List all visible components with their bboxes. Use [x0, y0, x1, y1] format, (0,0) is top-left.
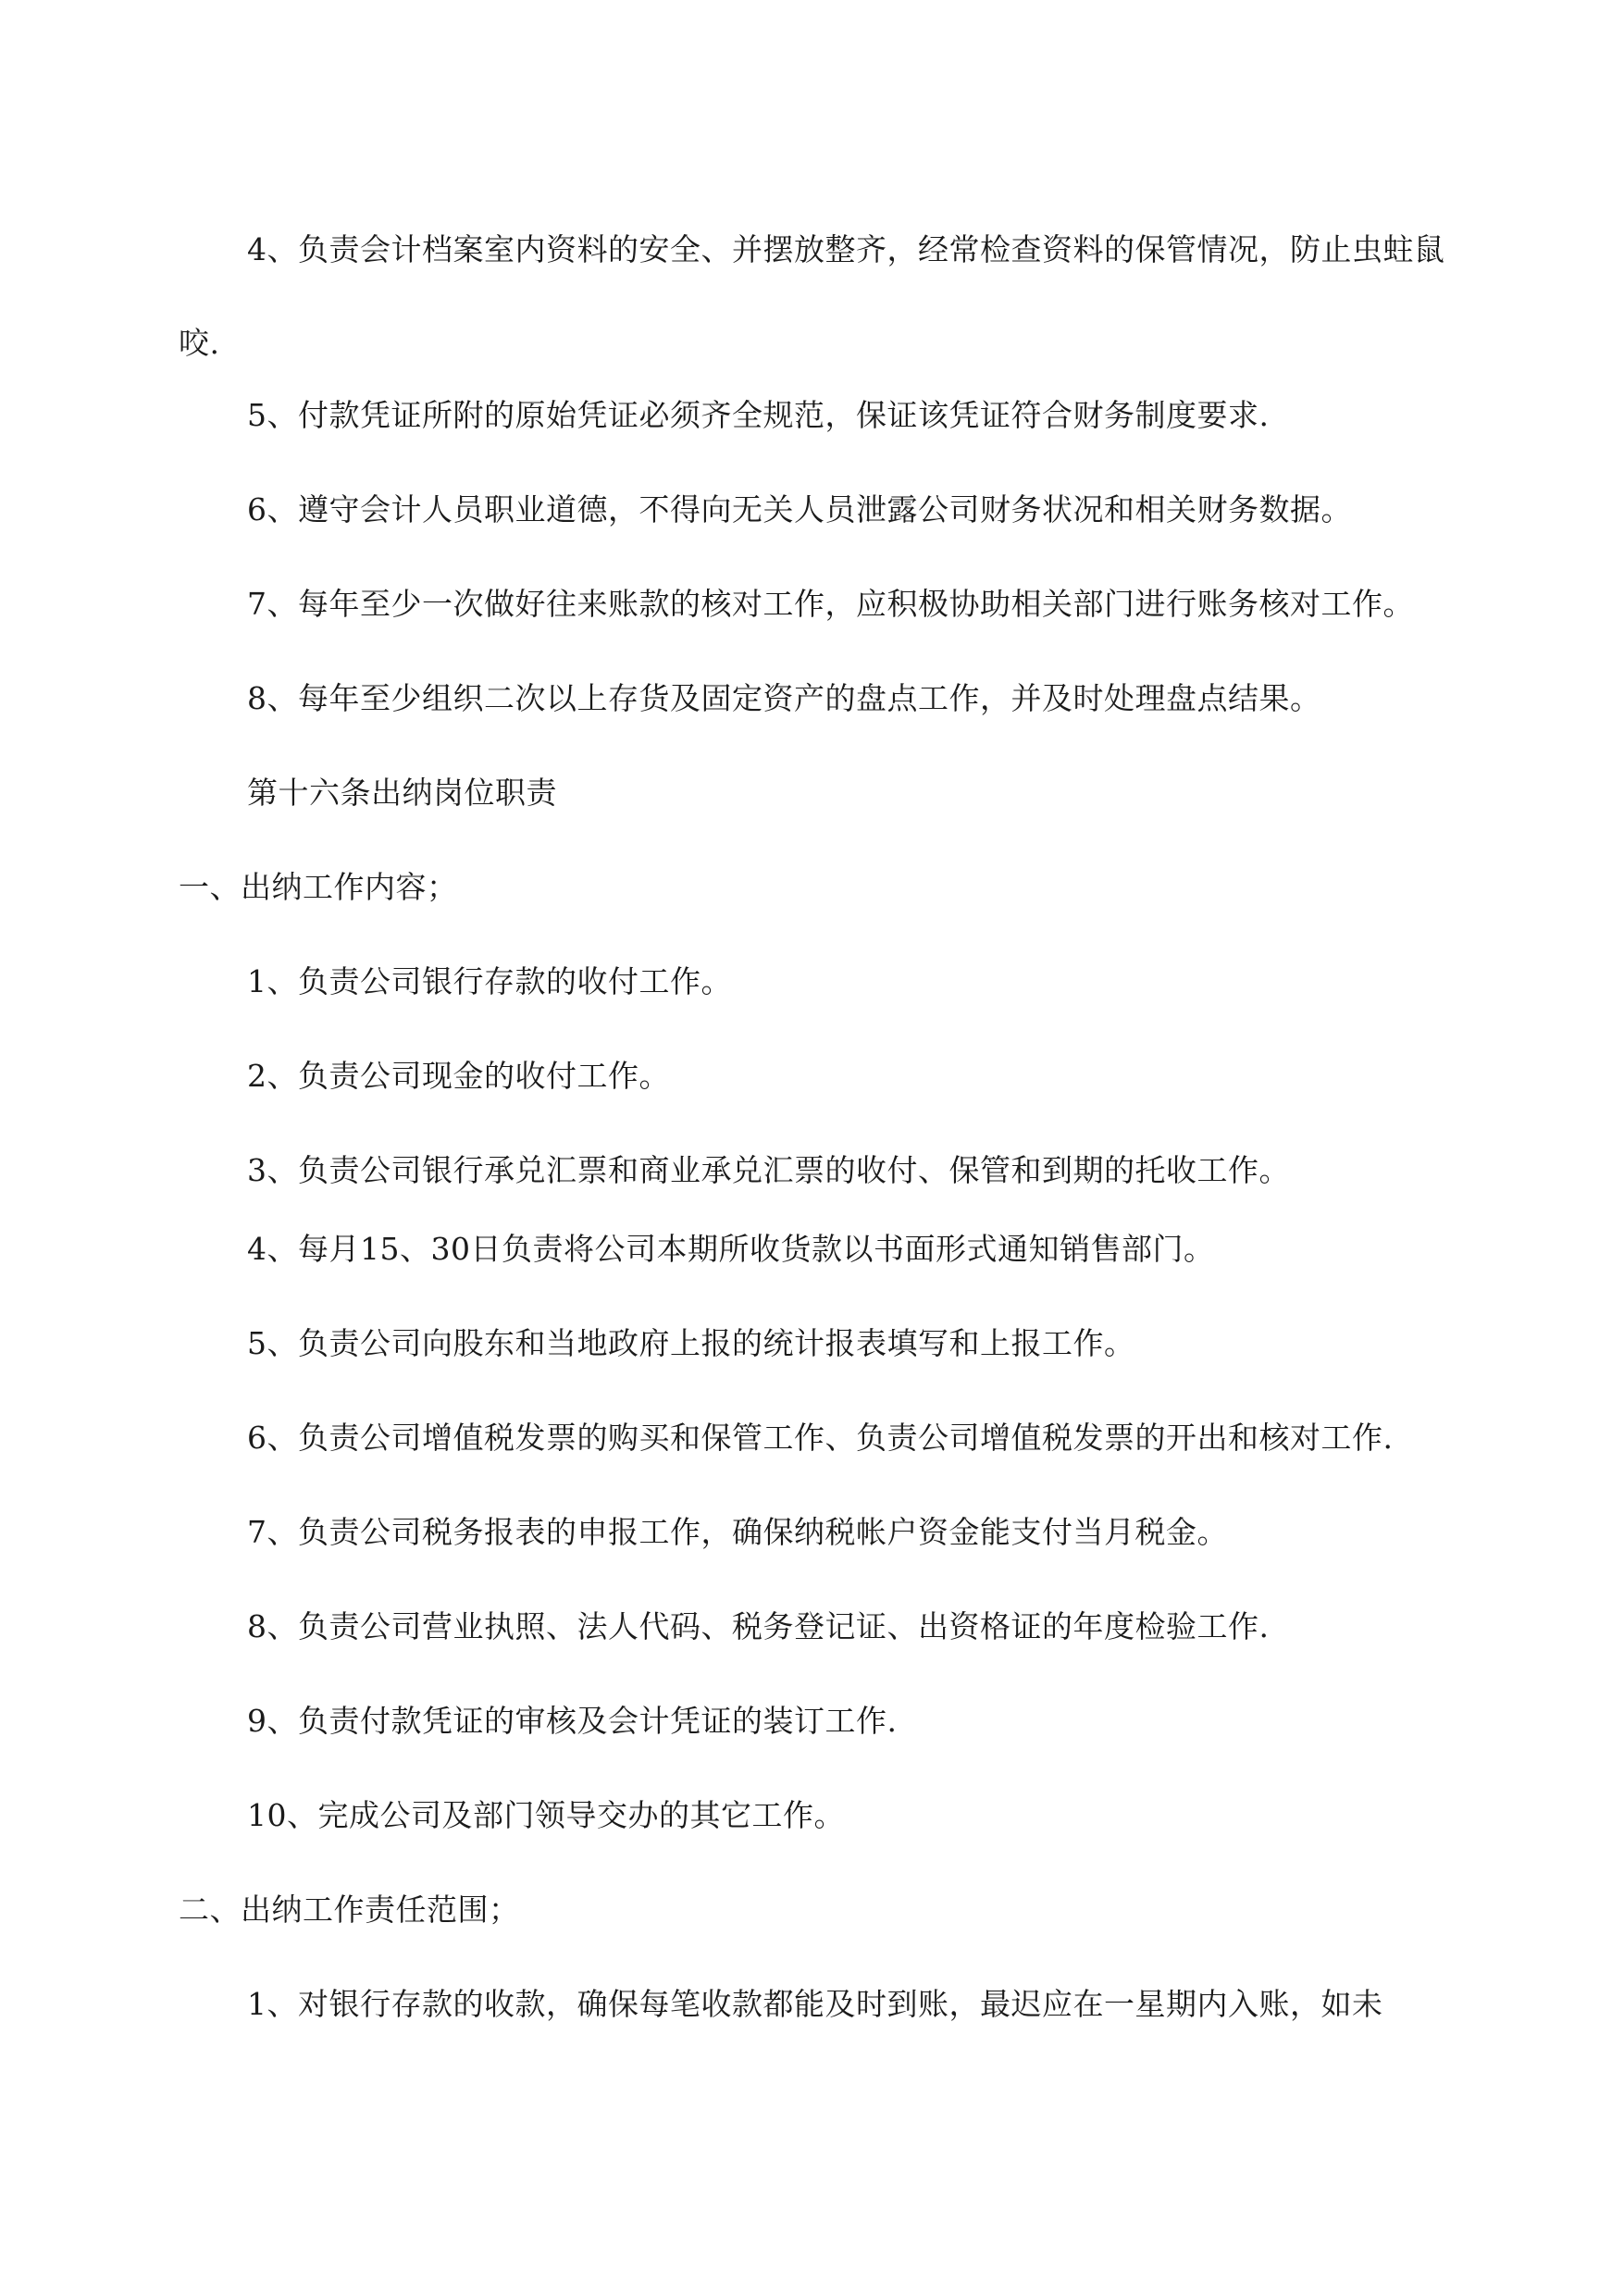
- paragraph-annual-inspection: 8、负责公司营业执照、法人代码、税务登记证、出资格证的年度检验工作.: [247, 1608, 1270, 1644]
- paragraph-acceptance-bills: 3、负责公司银行承兑汇票和商业承兑汇票的收付、保管和到期的托收工作。: [247, 1152, 1290, 1188]
- paragraph-monthly-notice: 4、每月15、30日负责将公司本期所收货款以书面形式通知销售部门。: [247, 1231, 1215, 1267]
- subheading-cashier-scope: 二、出纳工作责任范围；: [179, 1892, 520, 1928]
- paragraph-bank-receipts: 1、对银行存款的收款，确保每笔收款都能及时到账，最迟应在一星期内入账，如未: [247, 1986, 1383, 2022]
- paragraph-original-voucher: 5、付款凭证所附的原始凭证必须齐全规范，保证该凭证符合财务制度要求.: [247, 397, 1270, 433]
- paragraph-professional-ethics: 6、遵守会计人员职业道德，不得向无关人员泄露公司财务状况和相关财务数据。: [247, 491, 1352, 527]
- paragraph-cash: 2、负责公司现金的收付工作。: [247, 1058, 670, 1094]
- paragraph-statistical-reports: 5、负责公司向股东和当地政府上报的统计报表填写和上报工作。: [247, 1325, 1135, 1361]
- paragraph-voucher-binding: 9、负责付款凭证的审核及会计凭证的装订工作.: [247, 1703, 898, 1739]
- paragraph-tax-reports: 7、负责公司税务报表的申报工作，确保纳税帐户资金能支付当月税金。: [247, 1514, 1228, 1550]
- paragraph-archive-security: 4、负责会计档案室内资料的安全、并摆放整齐，经常检查资料的保管情况，防止虫蛀鼠咬.: [179, 231, 1445, 361]
- paragraph-other-tasks: 10、完成公司及部门领导交办的其它工作。: [247, 1797, 845, 1833]
- paragraph-bank-deposits: 1、负责公司银行存款的收付工作。: [247, 963, 732, 999]
- paragraph-inventory-count: 8、每年至少组织二次以上存货及固定资产的盘点工作，并及时处理盘点结果。: [247, 680, 1321, 716]
- subheading-cashier-duties: 一、出纳工作内容；: [179, 869, 458, 905]
- paragraph-vat-invoices: 6、负责公司增值税发票的购买和保管工作、负责公司增值税发票的开出和核对工作.: [247, 1420, 1394, 1456]
- section-heading-article-16: 第十六条出纳岗位职责: [247, 775, 557, 811]
- paragraph-account-reconciliation: 7、每年至少一次做好往来账款的核对工作，应积极协助相关部门进行账务核对工作。: [247, 586, 1414, 622]
